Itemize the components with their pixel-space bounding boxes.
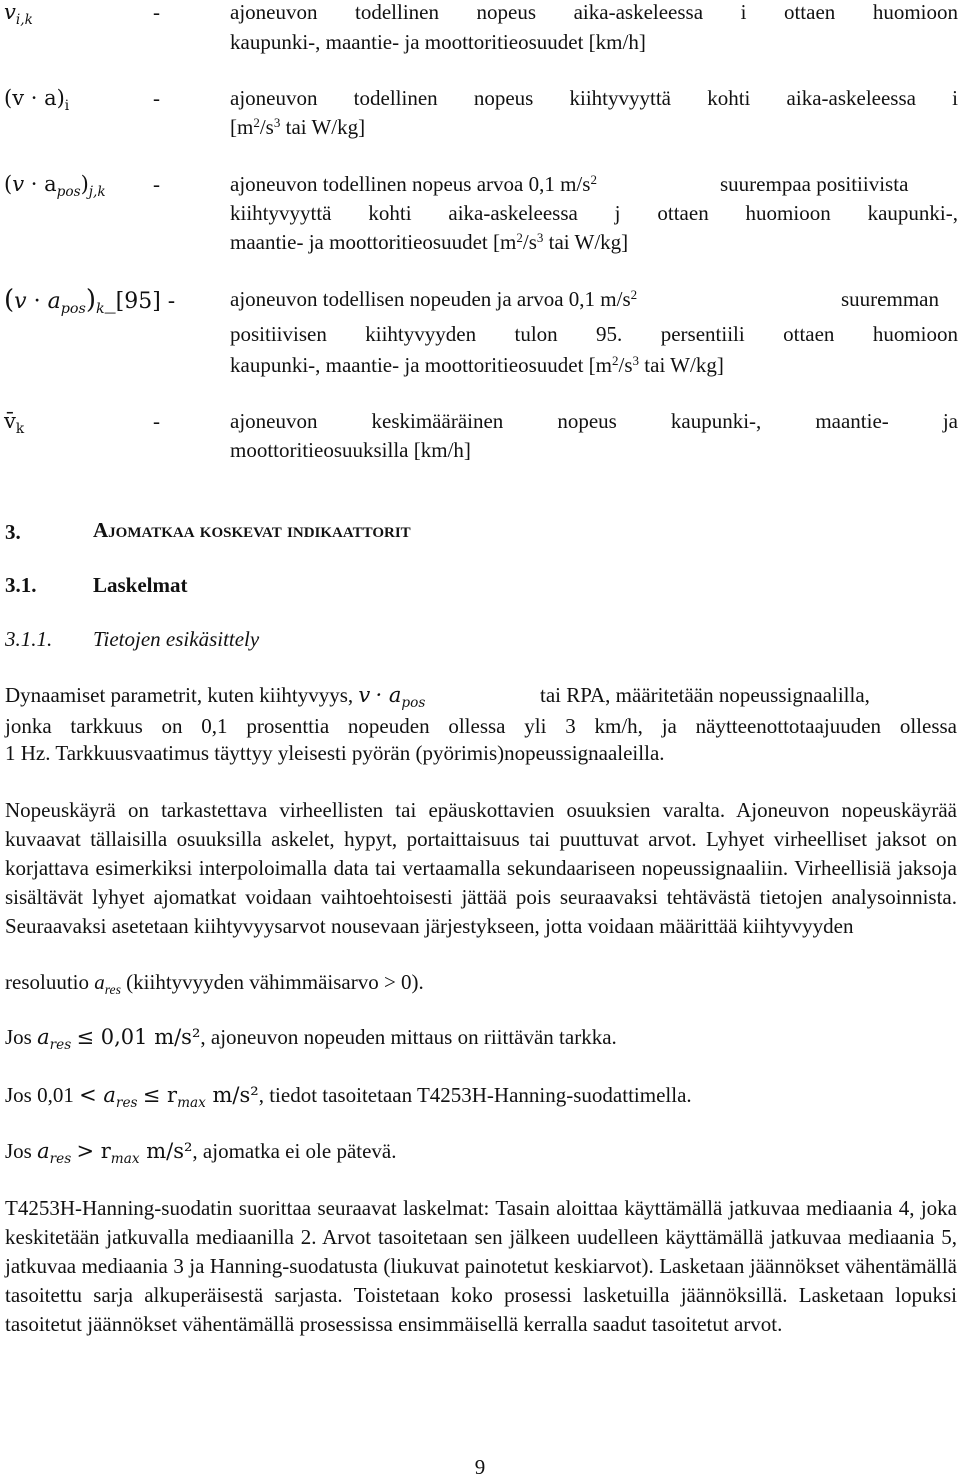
p1-line1-a: Dynaamiset parametrit, kuten kiihtyvyys, $v \cdot a_{pos}$ <box>5 683 426 711</box>
symbol-v-apos-jk: $(v \cdot a_{pos})_{j,k}$ <box>4 172 106 200</box>
def5-line1: ajoneuvon keskimääräinen nopeus kaupunki-, maantie- ja <box>230 409 958 433</box>
jos1-line: Jos $a_{res} \le 0,01$ m/s², ajoneuvon nopeuden mittaus on riittävän tarkka. <box>5 1025 617 1053</box>
jos2-line: Jos $0,01 < a_{res} \le r_{max}$ m/s², tiedot tasoitetaan T4253H-Hanning-suodattimella. <box>5 1083 692 1111</box>
def3-line2: kiihtyvyyttä kohti aika-askeleessa j ottaen huomioon kaupunki-, <box>230 201 958 225</box>
def1-line2: kaupunki-, maantie- ja moottoritieosuudet [km/h] <box>230 30 646 54</box>
p2-body: Nopeuskäyrä on tarkastettava virheellisten tai epäuskottavien osuuksien varalta. Ajoneuvon nopeuskäyrää kuvaavat tällaisilla osuuksilla askelet, hypyt, portaittaisuus tai puuttuvat arvot. Lyhyet virheelliset jaksot on korjattava esimerkiksi interpoloimalla data tai vertaamalla sekundaariseen nopeussignaaliin. Virheellisiä jaksoja sisältävät lyhyet ajomatkat voidaan vaihtoehtoisesti jättää pois seuraavaksi tehtävästä tietojen analysoinnista. Seuraavaksi asetetaan kiihtyvyysarvot nousevaan järjestykseen, jotta voidaan määrittää kiihtyvyyden <box>5 798 957 938</box>
def3-line1-text: ajoneuvon todellinen nopeus arvoa 0,1 m/s <box>230 172 591 196</box>
def3-line3: maantie- ja moottoritieosuudet [$m^2/s^3$ tai W/kg] <box>230 229 629 254</box>
jos1-text: , ajoneuvon nopeuden mittaus on riittävän tarkka. <box>200 1025 617 1049</box>
def4-line2: positiivisen kiihtyvyyden tulon 95. persentiili ottaen huomioon <box>230 322 958 346</box>
jos1-value: 0,01 m/s² <box>100 1025 201 1049</box>
section-title <box>93 518 411 543</box>
def2-dash: - <box>153 86 160 110</box>
jos3-text: , ajomatka ei ole pätevä. <box>192 1139 397 1163</box>
section-number: 3. <box>5 520 21 544</box>
p1-text-a: Dynaamiset parametrit, kuten kiihtyvyys, <box>5 683 354 707</box>
def2-line2: [$m^2/s^3$ tai W/kg] <box>230 114 366 139</box>
def3-dash: - <box>153 172 160 196</box>
jos3-line: Jos $a_{res} > r_{max}$ m/s², ajomatka ei ole pätevä. <box>5 1139 397 1167</box>
def3-line1-a: ajoneuvon todellinen nopeus arvoa 0,1 $m/s^2$ <box>230 171 597 196</box>
def4-pct: [95] - <box>115 289 176 314</box>
symbol-vbar-k: $v̄_k$ <box>4 409 25 437</box>
subsubsection-number: 3.1.1. <box>5 627 53 651</box>
p1-line2: jonka tarkkuus on 0,1 prosenttia nopeuden ollessa yli 3 km/h, ja näytteenottotaajuuden ollessa <box>5 714 957 738</box>
p1-line3: 1 Hz. Tarkkuusvaatimus täyttyy yleisesti pyörän (pyörimis)nopeussignaaleilla. <box>5 741 665 765</box>
p3-body: T4253H-Hanning-suodatin suorittaa seuraavat laskelmat: Tasain aloittaa käyttämällä jatkuvaa mediaania 4, joka keskitetään jatkuvalla mediaanilla 2. Arvot tasoitetaan sen jälkeen uudelleen käyttämällä jatkuvaa mediaania 5, jatkuvaa mediaania 3 ja Hanning-suodatusta (liukuvat painotetut keskiarvot). Lasketaan jäännökset vähentämällä tasoitettu sarja alkuperäisestä sarjasta. Toistetaan koko prosessi lasketuilla jäännöksillä. Lasketaan lopuksi tasoitetut jäännökset vähentämällä prosessissa ensimmäisellä kerralla saadut tasoitetut arvot. <box>5 1196 957 1336</box>
page-number: 9 <box>474 1455 486 1479</box>
def3-line1-b: suurempaa positiivista <box>720 172 909 196</box>
def4-line1-b: suuremman <box>841 287 939 311</box>
symbol-v-apos-k-95: $(v \cdot a_{pos})_k\_[95]$ - <box>4 285 176 317</box>
subsection-title: Laskelmat <box>93 573 188 597</box>
def4-line3-end: tai W/kg] <box>644 353 724 377</box>
def4-line1-a: ajoneuvon todellisen nopeuden ja arvoa 0,1 $m/s^2$ <box>230 286 638 311</box>
symbol-v-ik: $v_{i,k}$ <box>4 0 33 28</box>
def2-line2-text: tai W/kg] <box>285 115 366 139</box>
p2-last-line: resoluutio $a_{res}$ (kiihtyvyyden vähimmäisarvo > 0). <box>5 970 424 997</box>
def4-line3-text: kaupunki-, maantie- ja moottoritieosuudet [m <box>230 353 612 377</box>
p1-line1-b: tai RPA, määritetään nopeussignaalilla, <box>540 683 870 707</box>
subsubsection-title: Tietojen esikäsittely <box>93 627 260 651</box>
symbol-v-a-i: $(v \cdot a)_i$ <box>4 86 70 114</box>
def4-line1-text: ajoneuvon todellisen nopeuden ja arvoa 0,1 m/s <box>230 287 631 311</box>
jos1-label: Jos <box>5 1025 32 1049</box>
jos2-text: , tiedot tasoitetaan T4253H-Hanning-suodattimella. <box>258 1083 692 1107</box>
p2-end-b: (kiihtyvyyden vähimmäisarvo > 0). <box>126 970 424 994</box>
def4-line3: kaupunki-, maantie- ja moottoritieosuudet [$m^2/s^3$ tai W/kg] <box>230 352 724 377</box>
section-title-text: Ajomatkaa koskevat indikaattorit <box>93 518 411 542</box>
def1-line1: ajoneuvon todellinen nopeus aika-askeleessa i ottaen huomioon <box>230 0 958 24</box>
def1-dash: - <box>153 0 160 24</box>
def5-line2: moottoritieosuuksilla [km/h] <box>230 438 471 462</box>
def3-line3-text: maantie- ja moottoritieosuudet [m <box>230 230 517 254</box>
def5-dash: - <box>153 409 160 433</box>
def3-line3-end: tai W/kg] <box>548 230 629 254</box>
subsection-number: 3.1. <box>5 573 37 597</box>
def2-line1: ajoneuvon todellinen nopeus kiihtyvyyttä kohti aika-askeleessa i <box>230 86 958 110</box>
jos3-label: Jos <box>5 1139 32 1163</box>
jos2-label: Jos 0,01 <box>5 1083 74 1107</box>
p2-end-a: resoluutio <box>5 970 89 994</box>
